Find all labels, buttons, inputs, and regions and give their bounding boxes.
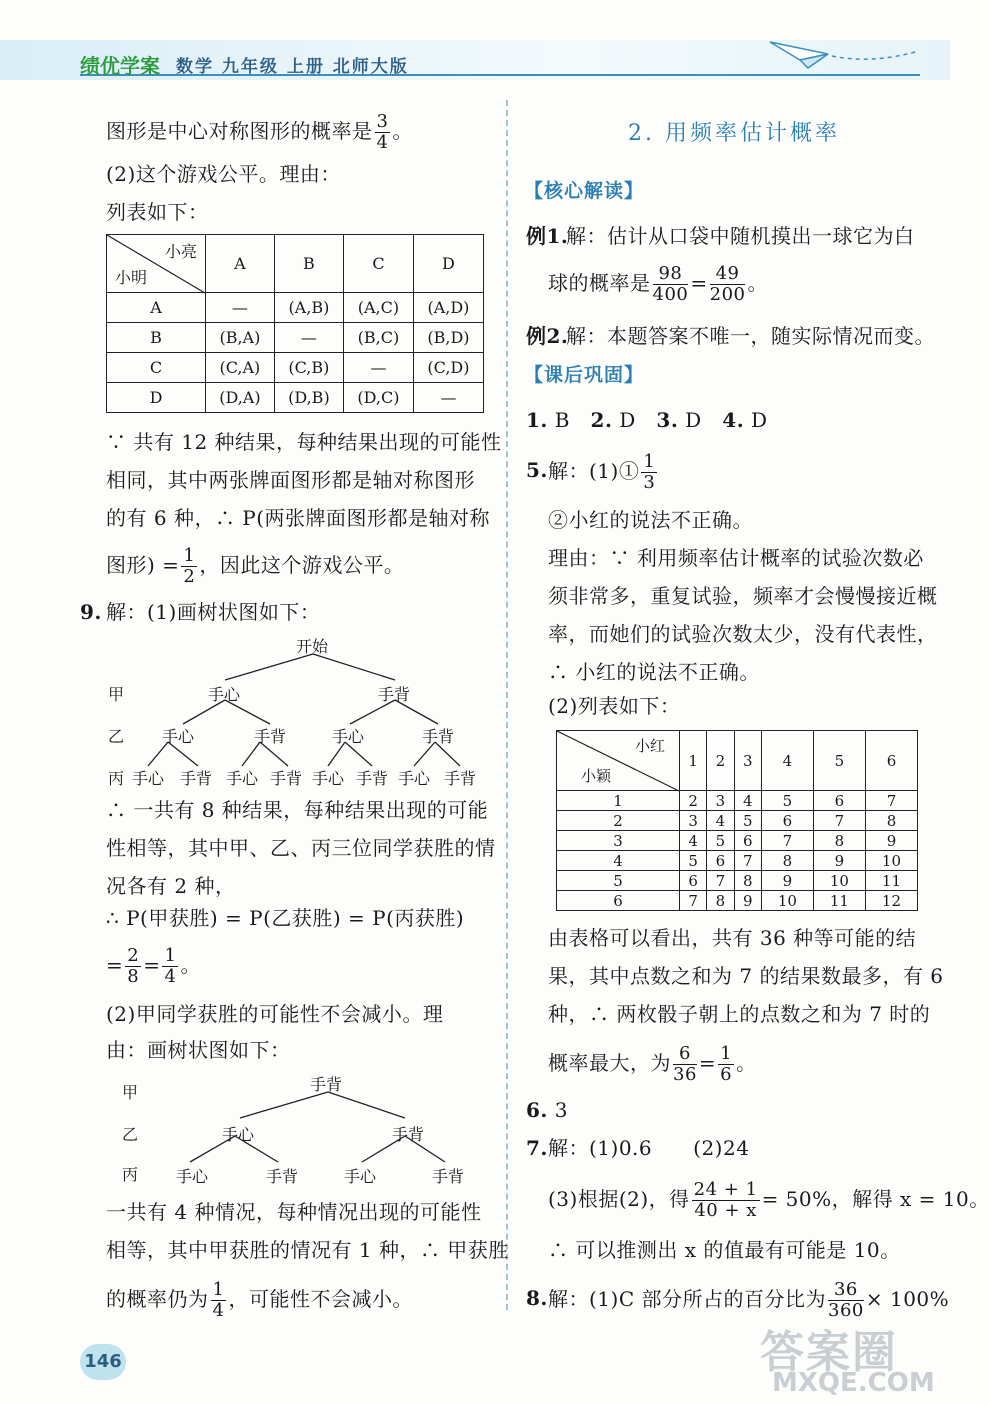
fraction: $\frac{1}{4}$ bbox=[212, 1279, 225, 1321]
table-row: 3 4 5 6 7 8 9 bbox=[557, 831, 918, 851]
section-title: 2. 用频率估计概率 bbox=[628, 121, 840, 146]
question-5-line-1: 解：(1)① $\frac{1}{3}$ bbox=[548, 451, 656, 493]
table-header: 4 bbox=[761, 731, 813, 791]
fraction: $\frac{1}{4}$ bbox=[164, 945, 177, 987]
after-class-tag: 【课后巩固】 bbox=[524, 364, 645, 386]
table-header: D bbox=[413, 235, 483, 293]
table-row: A — (A,B) (A,C) (A,D) bbox=[107, 293, 484, 323]
table-row: D (D,A) (D,B) (D,C) — bbox=[107, 383, 484, 413]
tree-node: 手心 bbox=[208, 685, 241, 704]
table-row: 6 7 8 9 10 11 12 bbox=[557, 891, 918, 911]
core-reading-tag: 【核心解读】 bbox=[524, 180, 645, 202]
table-row: 1 2 3 4 5 6 7 bbox=[557, 791, 918, 811]
question-6: 6. 3 bbox=[526, 1098, 568, 1122]
left-line-1: 图形是中心对称图形的概率是 $\frac{3}{4}$ 。 bbox=[106, 111, 413, 153]
fraction: $\frac{3}{4}$ bbox=[376, 111, 389, 153]
fraction: $\frac{6}{36}$ bbox=[673, 1043, 697, 1085]
left-s7: 由：画树状图如下： bbox=[106, 1038, 291, 1062]
tree-row-label: 甲 bbox=[108, 685, 125, 704]
outcome-table-dice bbox=[556, 730, 918, 911]
question-5-number: 5. bbox=[526, 458, 548, 482]
tree-leaf: 手背 bbox=[270, 769, 303, 788]
tree-leaf: 手心 bbox=[344, 1167, 377, 1186]
left-e1: 一共有 4 种情况，每种情况出现的可能性 bbox=[106, 1200, 482, 1224]
fraction: $\frac{24 + 1}{40 + x}$ bbox=[693, 1179, 758, 1221]
tree-leaf: 手背 bbox=[444, 769, 477, 788]
question-9-number: 9. bbox=[80, 600, 102, 624]
tree-row-label: 甲 bbox=[122, 1083, 139, 1102]
example-1-line-1: 解：估计从口袋中随机摸出一球它为白 bbox=[566, 224, 915, 248]
watermark-url: MXQE.COM bbox=[772, 1368, 935, 1398]
left-para-2: 相同，其中两张牌面图形都是轴对称图形 bbox=[106, 468, 475, 492]
tree-node: 手心 bbox=[162, 727, 195, 746]
tree-node: 手背 bbox=[254, 727, 287, 746]
tree-root: 开始 bbox=[296, 637, 329, 656]
left-line-3: 列表如下： bbox=[106, 200, 209, 224]
tree-node: 手心 bbox=[222, 1125, 255, 1144]
paper-plane-icon bbox=[770, 34, 920, 74]
table-header: 1 bbox=[680, 731, 707, 791]
watermark-logo: 答案圈 bbox=[760, 1327, 898, 1378]
table-corner-cell: 小亮 小明 bbox=[107, 235, 206, 293]
left-para-1: ∵ 共有 12 种结果，每种结果出现的可能性 bbox=[106, 430, 502, 454]
right-t3: 种，∴ 两枚骰子朝上的点数之和为 7 时的 bbox=[548, 1002, 931, 1026]
table-header: A bbox=[206, 235, 275, 293]
tree-row-label: 乙 bbox=[108, 727, 125, 746]
left-s5: = $\frac{2}{8}$ = $\frac{1}{4}$ 。 bbox=[106, 945, 201, 987]
question-8-number: 8. bbox=[526, 1286, 548, 1310]
table-header: B bbox=[274, 235, 343, 293]
fraction: $\frac{1}{2}$ bbox=[183, 545, 196, 587]
table-row: B (B,A) — (B,C) (B,D) bbox=[107, 323, 484, 353]
tree-leaf: 手心 bbox=[398, 769, 431, 788]
question-9-intro: 解：(1)画树状图如下： bbox=[106, 600, 321, 624]
left-s1: ∴ 一共有 8 种结果，每种结果出现的可能 bbox=[106, 798, 489, 822]
fraction: $\frac{2}{8}$ bbox=[127, 945, 140, 987]
left-e2: 相等，其中甲获胜的情况有 1 种，∴ 甲获胜 bbox=[106, 1238, 509, 1262]
example-1-label: 例1. bbox=[526, 224, 569, 248]
table-header: 6 bbox=[865, 731, 917, 791]
question-7-number: 7. bbox=[526, 1136, 548, 1160]
question-7-line-1: 解：(1)0.6 (2)24 bbox=[548, 1136, 750, 1160]
tree-row-label: 丙 bbox=[108, 769, 125, 788]
example-2-label: 例2. bbox=[526, 324, 569, 348]
table-header: 2 bbox=[707, 731, 734, 791]
example-2-text: 解：本题答案不唯一，随实际情况而变。 bbox=[566, 324, 935, 348]
right-t2: 果，其中点数之和为 7 的结果数最多，有 6 bbox=[548, 964, 944, 988]
outcome-table-cards bbox=[106, 234, 484, 413]
tree-leaf: 手背 bbox=[266, 1167, 299, 1186]
left-s6: (2)甲同学获胜的可能性不会减小。理 bbox=[106, 1002, 444, 1026]
table-row: 2 3 4 5 6 7 8 bbox=[557, 811, 918, 831]
tree-leaf: 手心 bbox=[226, 769, 259, 788]
table-header: 5 bbox=[813, 731, 865, 791]
left-s3: 况各有 2 种， bbox=[106, 874, 236, 898]
left-e3: 的概率仍为 $\frac{1}{4}$ ，可能性不会减小。 bbox=[106, 1279, 413, 1321]
question-5-line-2: ②小红的说法不正确。 bbox=[548, 508, 753, 532]
left-para-3: 的有 6 种，∴ P(两张牌面图形都是轴对称 bbox=[106, 506, 491, 530]
tree-leaf: 手背 bbox=[180, 769, 213, 788]
question-5-line-5: 率，而她们的试验次数太少，没有代表性， bbox=[548, 622, 938, 646]
table-row: 4 5 6 7 8 9 10 bbox=[557, 851, 918, 871]
question-7-line-2: (3)根据(2)，得 $\frac{24 + 1}{40 + x}$ = 50%，解得 x = 10。 bbox=[548, 1179, 990, 1221]
question-5-line-3: 理由：∵ 利用频率估计概率的试验次数必 bbox=[548, 546, 924, 570]
table-header: 3 bbox=[734, 731, 761, 791]
table-corner-cell: 小红 小颖 bbox=[557, 731, 680, 791]
question-8-line-1: 解：(1)C 部分所占的百分比为 $\frac{36}{360}$ × 100% bbox=[548, 1279, 950, 1321]
left-para-4: 图形) = $\frac{1}{2}$ ，因此这个游戏公平。 bbox=[106, 545, 405, 587]
tree-leaf: 手心 bbox=[132, 769, 165, 788]
question-5-line-4: 须非常多，重复试验，频率才会慢慢接近概 bbox=[548, 584, 938, 608]
question-5-line-7: (2)列表如下： bbox=[548, 694, 681, 718]
right-t1: 由表格可以看出，共有 36 种等可能的结 bbox=[548, 926, 917, 950]
fraction: $\frac{1}{3}$ bbox=[643, 451, 656, 493]
left-line-2: (2)这个游戏公平。理由： bbox=[106, 162, 341, 186]
table-row: 5 6 7 8 9 10 11 bbox=[557, 871, 918, 891]
tree-leaf: 手心 bbox=[312, 769, 345, 788]
tree-root: 手背 bbox=[310, 1075, 343, 1094]
book-subtitle: 数学 九年级 上册 北师大版 bbox=[176, 57, 409, 77]
question-5-line-6: ∴ 小红的说法不正确。 bbox=[548, 660, 760, 684]
tree-leaf: 手背 bbox=[356, 769, 389, 788]
table-row: C (C,A) (C,B) — (C,D) bbox=[107, 353, 484, 383]
tree-row-label: 乙 bbox=[122, 1125, 139, 1144]
tree-node: 手背 bbox=[422, 727, 455, 746]
table-header: C bbox=[343, 235, 413, 293]
tree-row-label: 丙 bbox=[122, 1165, 139, 1184]
fraction: $\frac{49}{200}$ bbox=[709, 263, 746, 305]
fraction: $\frac{36}{360}$ bbox=[828, 1279, 864, 1321]
fraction: $\frac{98}{400}$ bbox=[652, 263, 689, 305]
example-1-line-2: 球的概率是 $\frac{98}{400}$ = $\frac{49}{200}$ 。 bbox=[548, 263, 768, 305]
page-number: 146 bbox=[80, 1344, 126, 1380]
tree-leaf: 手背 bbox=[432, 1167, 465, 1186]
column-divider bbox=[506, 100, 508, 1310]
fraction: $\frac{1}{6}$ bbox=[720, 1043, 733, 1085]
left-s2: 性相等，其中甲、乙、丙三位同学获胜的情 bbox=[106, 836, 496, 860]
right-t4: 概率最大，为 $\frac{6}{36}$ = $\frac{1}{6}$ 。 bbox=[548, 1043, 757, 1085]
tree-node: 手心 bbox=[332, 727, 365, 746]
tree-leaf: 手心 bbox=[176, 1167, 209, 1186]
tree-node: 手背 bbox=[392, 1125, 425, 1144]
question-7-line-3: ∴ 可以推测出 x 的值最有可能是 10。 bbox=[548, 1238, 901, 1262]
answers-1-4: 1. B 2. D 3. D 4. D bbox=[526, 408, 768, 432]
left-s4: ∴ P(甲获胜) = P(乙获胜) = P(丙获胜) bbox=[106, 906, 465, 930]
series-logo: 绩优学案 bbox=[80, 54, 160, 78]
tree-node: 手背 bbox=[378, 685, 411, 704]
